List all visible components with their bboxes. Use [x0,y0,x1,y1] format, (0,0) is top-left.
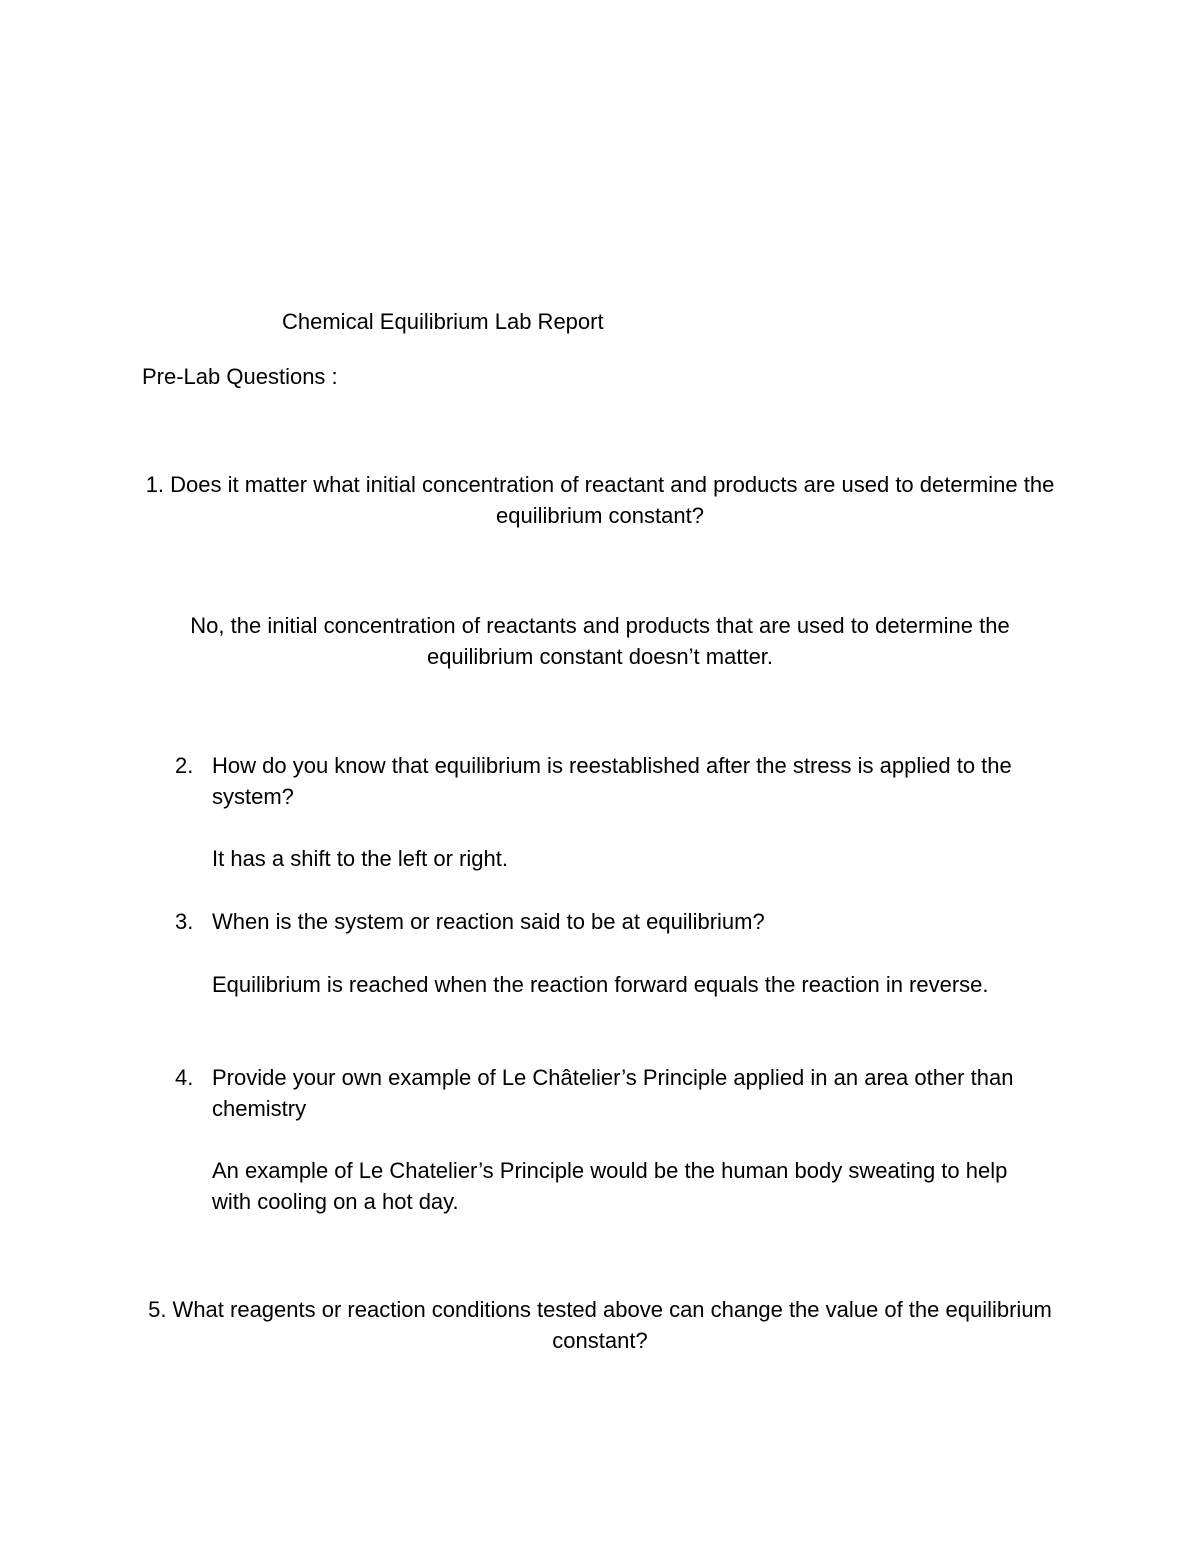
question-5: 5. What reagents or reaction conditions tested above can change the value of the equilibrium constant? [148,1297,1052,1353]
document-title: Chemical Equilibrium Lab Report [282,309,604,334]
question-2 [175,750,1035,812]
question-3-text: When is the system or reaction said to be at equilibrium? [212,909,765,934]
answer-3: Equilibrium is reached when the reaction forward equals the reaction in reverse. [212,972,989,997]
answer-2: It has a shift to the left or right. [212,846,508,871]
answer-1: No, the initial concentration of reactants and products that are used to determine the equilibrium constant doesn’t matter. [190,613,1010,669]
answer-4: An example of Le Chatelier’s Principle would be the human body sweating to help with cooling on a hot day. [212,1158,1008,1214]
question-3 [175,906,1035,937]
question-4 [175,1062,1035,1124]
question-2-text: How do you know that equilibrium is reestablished after the stress is applied to the system? [212,753,1012,809]
question-4-number: 4. [175,1065,194,1090]
question-4-text: Provide your own example of Le Châtelier’s Principle applied in an area other than chemistry [212,1065,1014,1121]
question-1: 1. Does it matter what initial concentration of reactant and products are used to determine the equilibrium constant? [145,472,1055,528]
question-2-number: 2. [175,753,194,778]
question-3-number: 3. [175,909,194,934]
section-heading: Pre-Lab Questions : [142,364,338,389]
